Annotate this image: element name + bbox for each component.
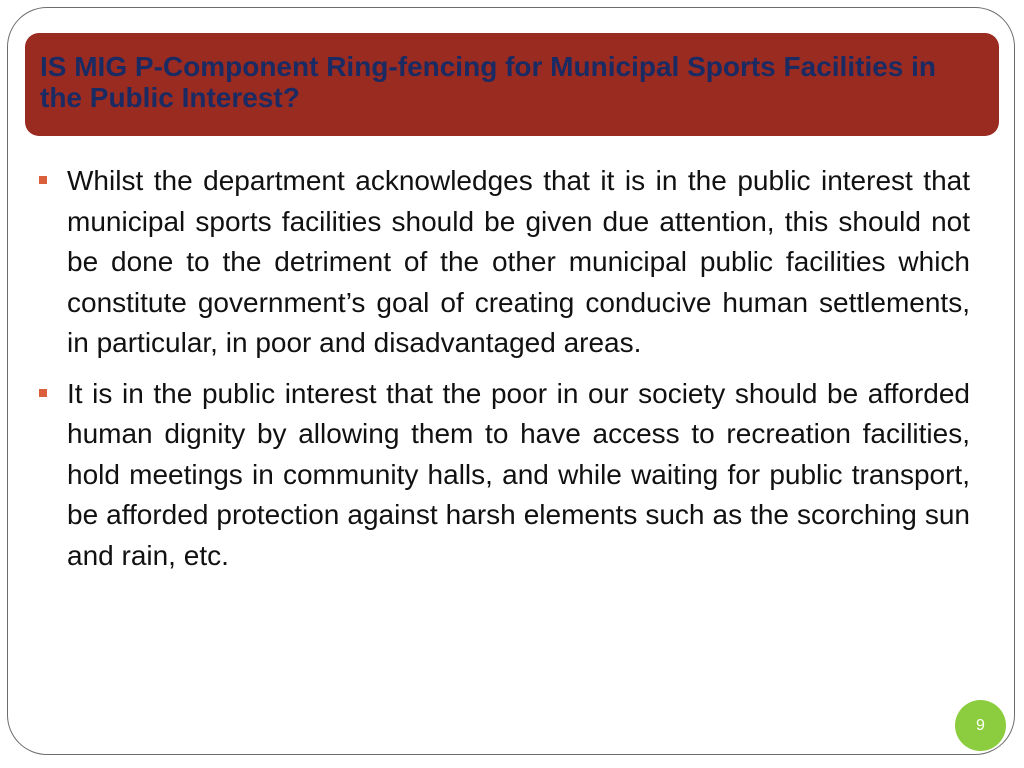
page-number-badge: 9 xyxy=(955,700,1006,751)
bullet-text: It is in the public interest that the poor in our society should be afforded human dignity by allowing them to have access to recreation facilities, hold meetings in community halls, and while waiting for public transport, be afforded protection against harsh elements such as the scorching sun and rain, etc. xyxy=(67,377,970,571)
list-item xyxy=(35,374,970,577)
square-bullet-icon xyxy=(39,176,47,184)
bullet-list xyxy=(35,161,970,586)
bullet-text: Whilst the department acknowledges that it is in the public interest that municipal sports facilities should be given due attention, this should not be done to the detriment of the other municipal public facilities which constitute government’s goal of creating conducive human settlements, in particular, in poor and disadvantaged areas. xyxy=(67,165,970,358)
title-bar xyxy=(25,33,999,136)
list-item xyxy=(35,161,970,364)
square-bullet-icon xyxy=(39,389,47,397)
slide-title: IS MIG P-Component Ring-fencing for Municipal Sports Facilities in the Public Interest? xyxy=(40,51,937,113)
